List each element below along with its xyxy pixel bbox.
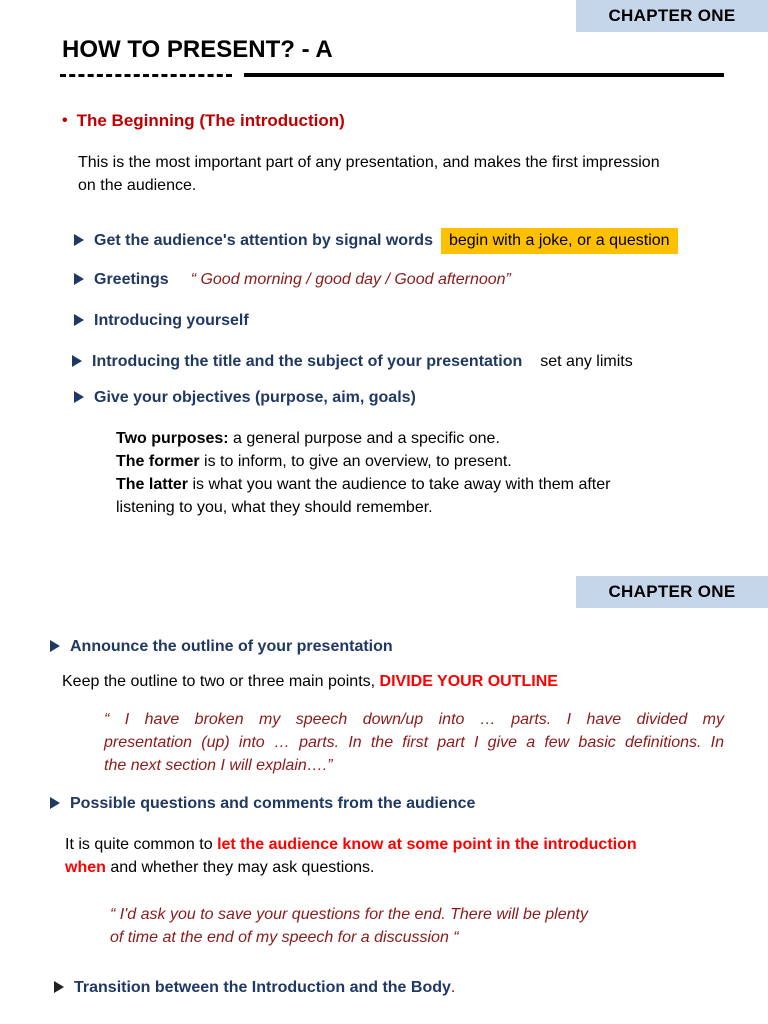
- arrow-bullet-icon: [72, 355, 82, 367]
- outline-heading-text: Announce the outline of your presentation: [70, 638, 393, 655]
- highlight-label: begin with a joke, or a question: [441, 228, 678, 254]
- arrow-bullet-icon: [50, 797, 60, 809]
- chapter-label-1: [576, 0, 768, 32]
- item-label: Greetings: [94, 270, 169, 288]
- list-item-objectives: [74, 389, 416, 407]
- intro-line-1: This is the most important part of any presentation, and makes the first impression: [78, 154, 660, 171]
- item-label: Introducing yourself: [94, 312, 249, 329]
- outline-quote-line-1: “ I have broken my speech down/up into … parts. I have divided my: [104, 711, 724, 728]
- list-item-greetings: [74, 268, 511, 291]
- outline-quote-line-3: the next section I will explain….”: [104, 757, 333, 774]
- outline-emphasis: DIVIDE YOUR OUTLINE: [379, 673, 558, 690]
- questions-quote-line-1: “ I'd ask you to save your questions for the end. There will be plenty: [110, 906, 588, 923]
- arrow-bullet-icon: [54, 981, 64, 993]
- questions-paragraph: [65, 833, 715, 879]
- transition-heading: [54, 979, 455, 997]
- intro-paragraph: [78, 151, 660, 197]
- item-label: Get the audience's attention by signal words: [94, 232, 433, 249]
- questions-emphasis-when: when: [65, 859, 106, 876]
- title-solid-underline: [244, 73, 724, 77]
- list-item-introducing-yourself: [74, 312, 249, 330]
- latter-label: The latter: [116, 476, 189, 493]
- greetings-quote: “ Good morning / good day / Good afternoon”: [190, 271, 511, 288]
- outline-paragraph: [62, 670, 558, 693]
- questions-quote: [110, 903, 588, 949]
- questions-heading: [50, 795, 475, 813]
- item-label: Introducing the title and the subject of your presentation: [92, 352, 523, 370]
- former-line: [116, 450, 716, 473]
- outline-text: Keep the outline to two or three main points,: [62, 673, 380, 690]
- questions-pre: It is quite common to: [65, 836, 218, 853]
- questions-line-2: [65, 856, 715, 879]
- purposes-line: [116, 427, 716, 450]
- page-title: HOW TO PRESENT? - A: [62, 36, 333, 63]
- former-label: The former: [116, 453, 200, 470]
- outline-heading: [50, 638, 393, 656]
- bullet-icon: •: [62, 112, 68, 129]
- section-heading-text: The Beginning (The introduction): [76, 111, 345, 130]
- intro-line-2: on the audience.: [78, 177, 197, 194]
- set-limits-text: set any limits: [540, 353, 633, 370]
- list-item-introducing-title: [72, 350, 633, 373]
- former-text: is to inform, to give an overview, to present.: [199, 453, 512, 470]
- arrow-bullet-icon: [74, 391, 84, 403]
- purposes-paragraph: [116, 427, 716, 519]
- list-item-attention: [74, 228, 678, 254]
- outline-quote: [104, 708, 724, 777]
- chapter-label-2: [576, 576, 768, 608]
- purposes-label: Two purposes:: [116, 430, 229, 447]
- latter-text-continued: listening to you, what they should remember.: [116, 499, 433, 516]
- questions-line-1: [65, 833, 715, 856]
- arrow-bullet-icon: [74, 314, 84, 326]
- questions-post: and whether they may ask questions.: [105, 859, 375, 876]
- questions-emphasis: let the audience know at some point in the introduction: [217, 836, 637, 853]
- section-heading-beginning: [62, 111, 345, 131]
- chapter-text: CHAPTER ONE: [608, 582, 736, 601]
- transition-period: .: [450, 979, 456, 996]
- chapter-text: CHAPTER ONE: [608, 6, 736, 25]
- title-dashed-underline: [60, 74, 232, 77]
- arrow-bullet-icon: [74, 234, 84, 246]
- latter-line: [116, 473, 716, 496]
- arrow-bullet-icon: [50, 640, 60, 652]
- purposes-text: a general purpose and a specific one.: [228, 430, 500, 447]
- arrow-bullet-icon: [74, 273, 84, 285]
- item-label: Give your objectives (purpose, aim, goals): [94, 389, 416, 406]
- questions-heading-text: Possible questions and comments from the audience: [70, 795, 476, 812]
- latter-text: is what you want the audience to take away with them after: [188, 476, 611, 493]
- outline-quote-line-2: presentation (up) into … parts. In the first part I give a few basic definitions. In: [104, 734, 724, 751]
- transition-heading-text: Transition between the Introduction and the Body: [74, 979, 451, 996]
- questions-quote-line-2: of time at the end of my speech for a discussion “: [110, 929, 459, 946]
